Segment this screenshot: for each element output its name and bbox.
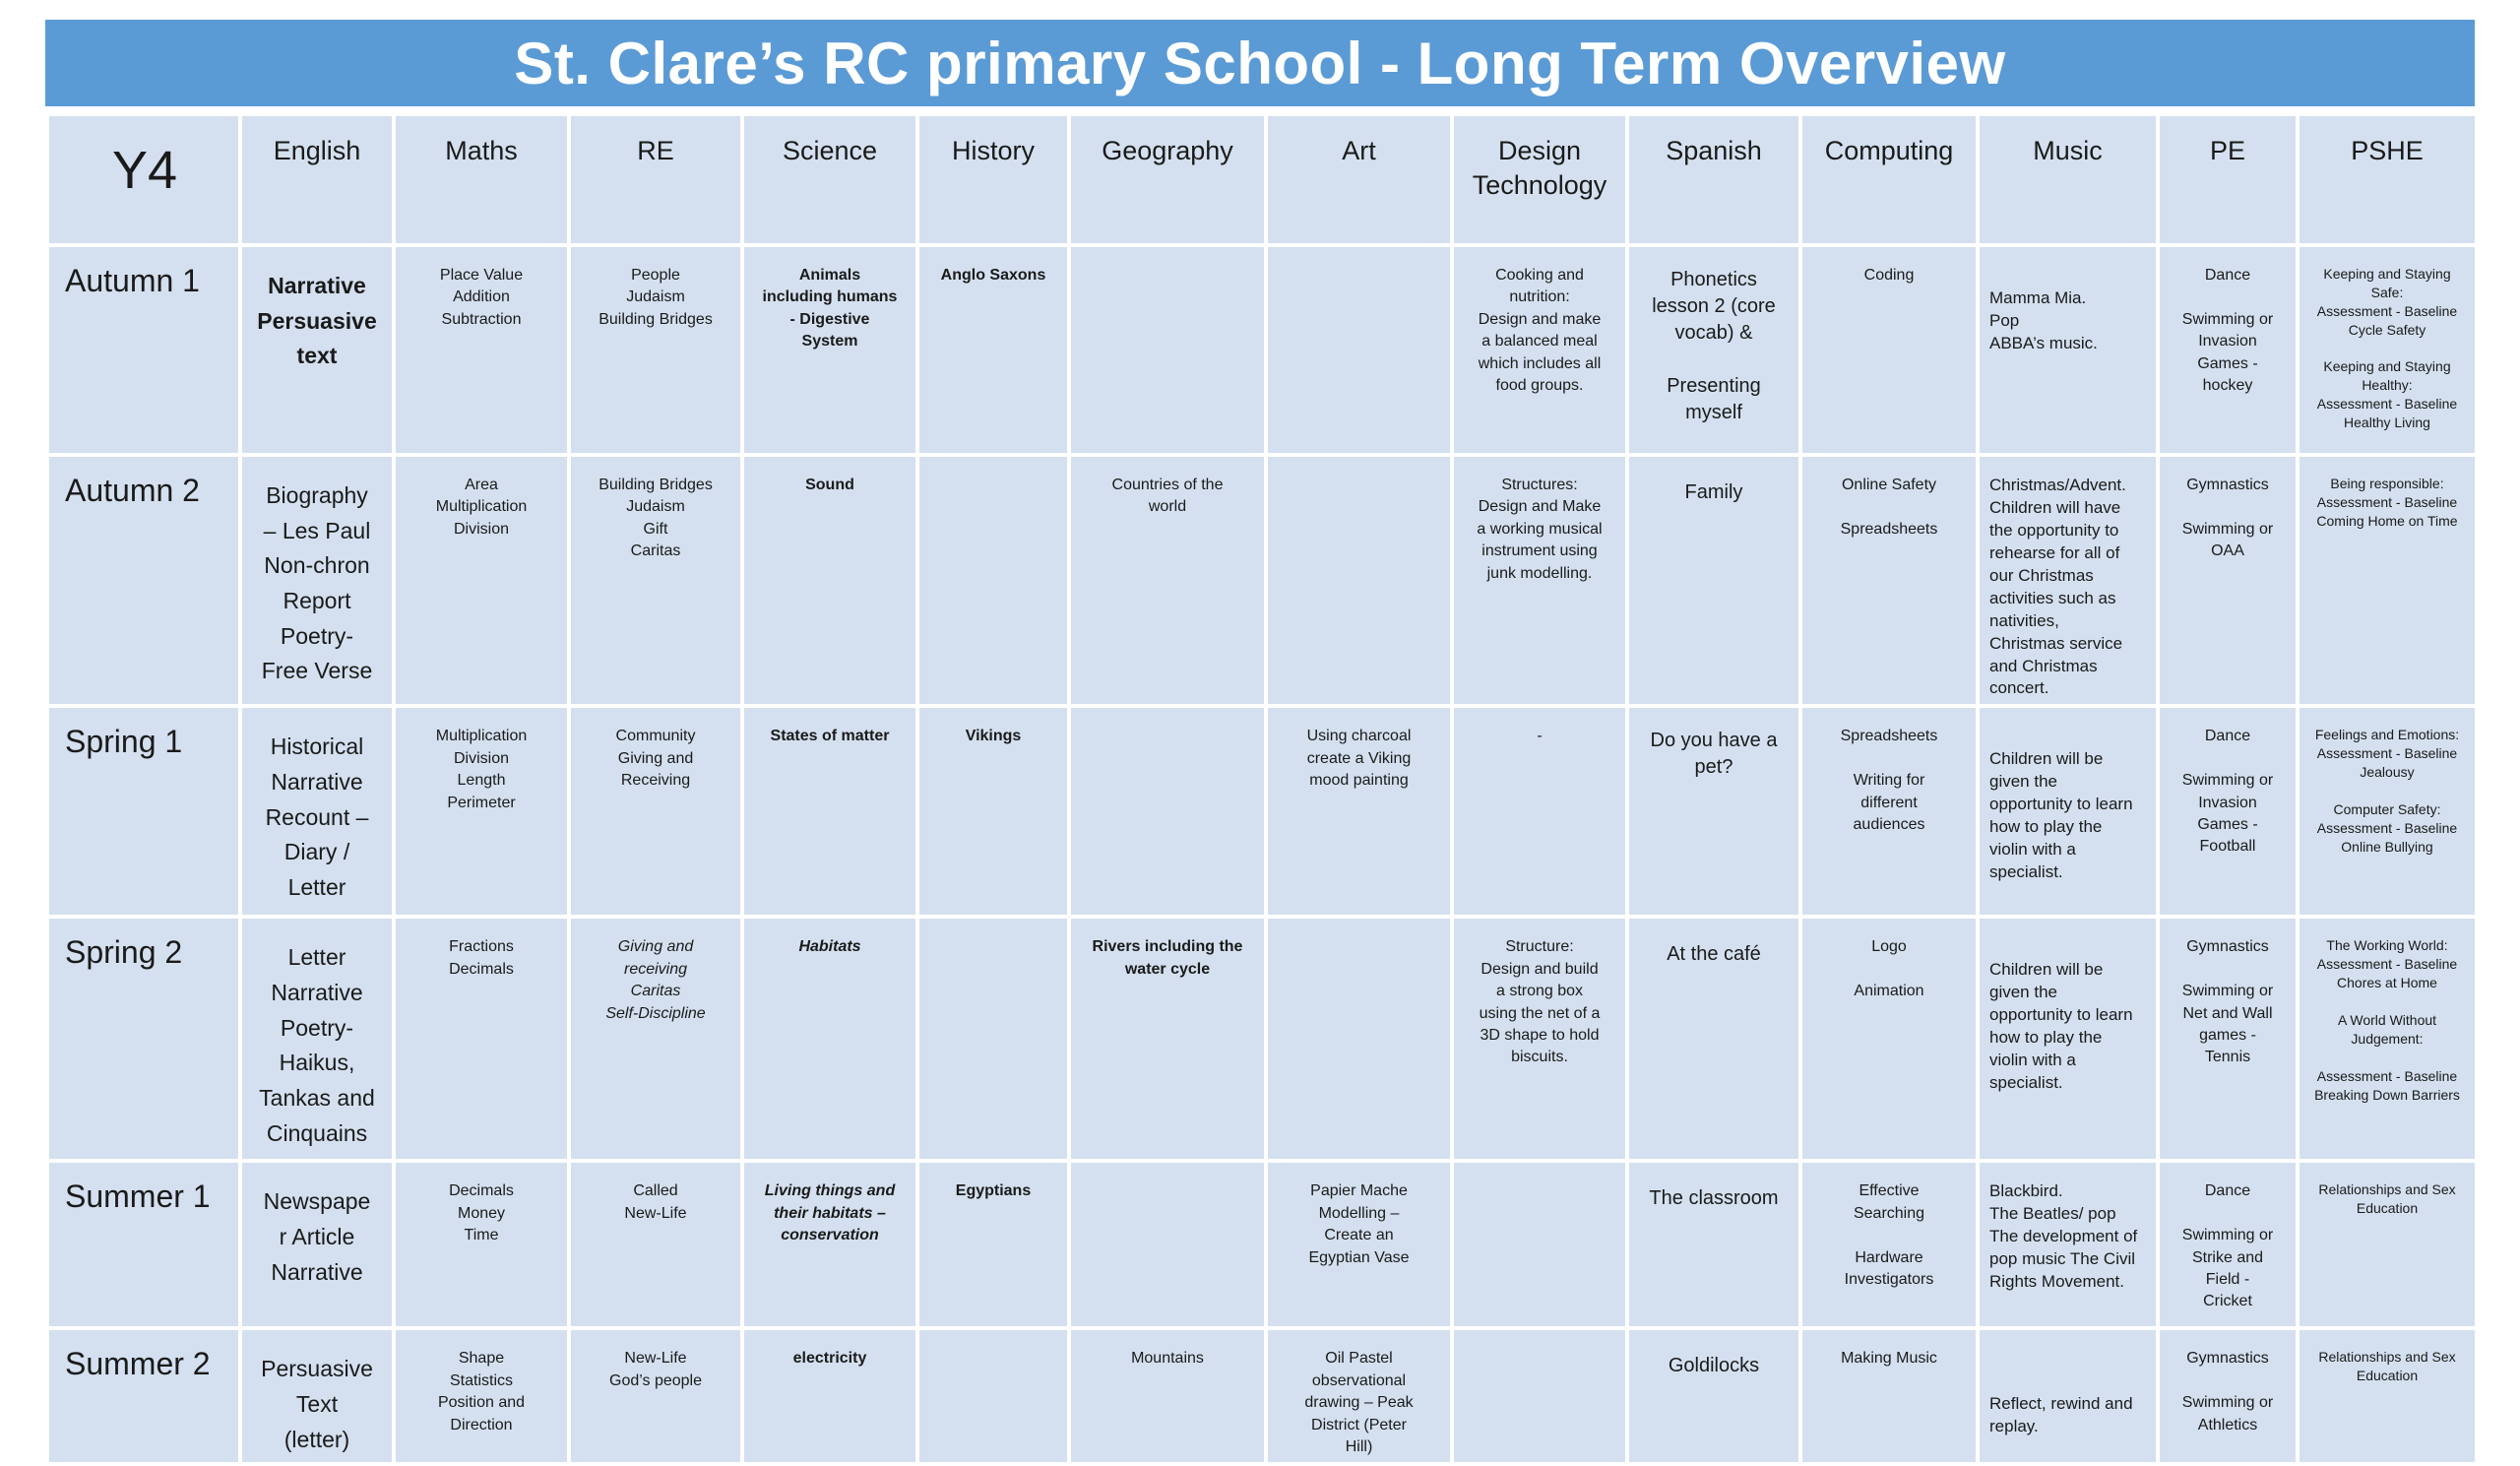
subject-header: Computing [1800,114,1978,245]
pshe-cell: Being responsible: Assessment - Baseline Coming Home on Time [2298,455,2477,706]
term-row [47,706,2477,917]
geography-cell [1069,1161,1266,1328]
subject-header: Geography [1069,114,1266,245]
subject-header: Design Technology [1452,114,1627,245]
spanish-cell: Family [1627,455,1800,706]
spanish-cell: Goldilocks [1627,1328,1800,1464]
computing-cell: Spreadsheets Writing for different audiences [1800,706,1978,917]
pe-cell: Dance Swimming or Strike and Field - Cricket [2158,1161,2298,1328]
computing-cell: Online Safety Spreadsheets [1800,455,1978,706]
science-cell: Animals including humans - Digestive System [742,245,917,455]
history-cell [917,455,1069,706]
english-cell: Biography – Les Paul Non-chron Report Poetry- Free Verse [240,455,394,706]
maths-cell: Multiplication Division Length Perimeter [394,706,569,917]
music-cell: Blackbird. The Beatles/ pop The development of pop music The Civil Rights Movement. [1978,1161,2158,1328]
science-cell: States of matter [742,706,917,917]
geography-cell: Rivers including the water cycle [1069,917,1266,1161]
music-cell: Children will be given the opportunity to learn how to play the violin with a specialist. [1978,706,2158,917]
maths-cell: Area Multiplication Division [394,455,569,706]
overview-frame [45,20,2475,1466]
subject-header: Art [1266,114,1452,245]
subject-header: Spanish [1627,114,1800,245]
english-cell: Persuasive Text (letter) [240,1328,394,1464]
history-cell: Anglo Saxons [917,245,1069,455]
page-title: St. Clare’s RC primary School - Long Term Overview [45,20,2475,106]
pe-cell: Gymnastics Swimming or Net and Wall games - Tennis [2158,917,2298,1161]
subject-header: Science [742,114,917,245]
re-cell: Giving and receiving Caritas Self-Discipline [569,917,742,1161]
dt-cell: Structure: Design and build a strong box using the net of a 3D shape to hold biscuits. [1452,917,1627,1161]
music-cell: Mamma Mia. Pop ABBA’s music. [1978,245,2158,455]
year-label: Y4 [47,114,240,245]
dt-cell [1452,1328,1627,1464]
long-term-overview-table [45,112,2479,1466]
term-row [47,1161,2477,1328]
maths-cell: Fractions Decimals [394,917,569,1161]
dt-cell [1452,1161,1627,1328]
re-cell: People Judaism Building Bridges [569,245,742,455]
subject-header: Music [1978,114,2158,245]
pshe-cell: The Working World: Assessment - Baseline Chores at Home A World Without Judgement: Assessment - Baseline Breaking Down Barriers [2298,917,2477,1161]
term-row [47,1328,2477,1464]
pe-cell: Gymnastics Swimming or Athletics [2158,1328,2298,1464]
english-cell: Historical Narrative Recount – Diary / Letter [240,706,394,917]
maths-cell: Decimals Money Time [394,1161,569,1328]
music-cell: Children will be given the opportunity to learn how to play the violin with a specialist. [1978,917,2158,1161]
english-cell: Newspape r Article Narrative [240,1161,394,1328]
dt-cell: Cooking and nutrition: Design and make a balanced meal which includes all food groups. [1452,245,1627,455]
re-cell: Building Bridges Judaism Gift Caritas [569,455,742,706]
subject-header: History [917,114,1069,245]
art-cell: Using charcoal create a Viking mood painting [1266,706,1452,917]
dt-cell: - [1452,706,1627,917]
science-cell: Sound [742,455,917,706]
subject-header: English [240,114,394,245]
term-label: Summer 1 [47,1161,240,1328]
art-cell [1266,455,1452,706]
term-label: Summer 2 [47,1328,240,1464]
term-row [47,917,2477,1161]
term-label: Autumn 2 [47,455,240,706]
geography-cell [1069,245,1266,455]
computing-cell: Logo Animation [1800,917,1978,1161]
history-cell: Vikings [917,706,1069,917]
dt-cell: Structures: Design and Make a working musical instrument using junk modelling. [1452,455,1627,706]
maths-cell: Place Value Addition Subtraction [394,245,569,455]
term-row [47,455,2477,706]
english-cell: Letter Narrative Poetry- Haikus, Tankas and Cinquains [240,917,394,1161]
spanish-cell: The classroom [1627,1161,1800,1328]
art-cell: Oil Pastel observational drawing – Peak District (Peter Hill) [1266,1328,1452,1464]
term-label: Spring 2 [47,917,240,1161]
subject-header: PE [2158,114,2298,245]
science-cell: Living things and their habitats – conservation [742,1161,917,1328]
computing-cell: Making Music [1800,1328,1978,1464]
pe-cell: Gymnastics Swimming or OAA [2158,455,2298,706]
pshe-cell: Relationships and Sex Education [2298,1161,2477,1328]
spanish-cell: Do you have a pet? [1627,706,1800,917]
computing-cell: Effective Searching Hardware Investigators [1800,1161,1978,1328]
science-cell: electricity [742,1328,917,1464]
spanish-cell: At the café [1627,917,1800,1161]
history-cell: Egyptians [917,1161,1069,1328]
english-cell: Narrative Persuasive text [240,245,394,455]
subject-header-row [47,114,2477,245]
re-cell: Called New-Life [569,1161,742,1328]
art-cell [1266,917,1452,1161]
geography-cell: Mountains [1069,1328,1266,1464]
term-label: Spring 1 [47,706,240,917]
geography-cell [1069,706,1266,917]
computing-cell: Coding [1800,245,1978,455]
geography-cell: Countries of the world [1069,455,1266,706]
pshe-cell: Keeping and Staying Safe: Assessment - Baseline Cycle Safety Keeping and Staying Healthy: Assessment - Baseline Healthy Living [2298,245,2477,455]
subject-header: RE [569,114,742,245]
science-cell: Habitats [742,917,917,1161]
term-row [47,245,2477,455]
re-cell: Community Giving and Receiving [569,706,742,917]
music-cell: Christmas/Advent. Children will have the opportunity to rehearse for all of our Christmas activities such as nativities, Christmas service and Christmas concert. [1978,455,2158,706]
history-cell [917,1328,1069,1464]
pe-cell: Dance Swimming or Invasion Games - Football [2158,706,2298,917]
re-cell: New-Life God’s people [569,1328,742,1464]
pshe-cell: Relationships and Sex Education [2298,1328,2477,1464]
spanish-cell: Phonetics lesson 2 (core vocab) & Presenting myself [1627,245,1800,455]
history-cell [917,917,1069,1161]
subject-header: Maths [394,114,569,245]
art-cell: Papier Mache Modelling – Create an Egyptian Vase [1266,1161,1452,1328]
pshe-cell: Feelings and Emotions: Assessment - Baseline Jealousy Computer Safety: Assessment - Baseline Online Bullying [2298,706,2477,917]
pe-cell: Dance Swimming or Invasion Games - hockey [2158,245,2298,455]
music-cell: Reflect, rewind and replay. [1978,1328,2158,1464]
subject-header: PSHE [2298,114,2477,245]
art-cell [1266,245,1452,455]
maths-cell: Shape Statistics Position and Direction [394,1328,569,1464]
term-label: Autumn 1 [47,245,240,455]
